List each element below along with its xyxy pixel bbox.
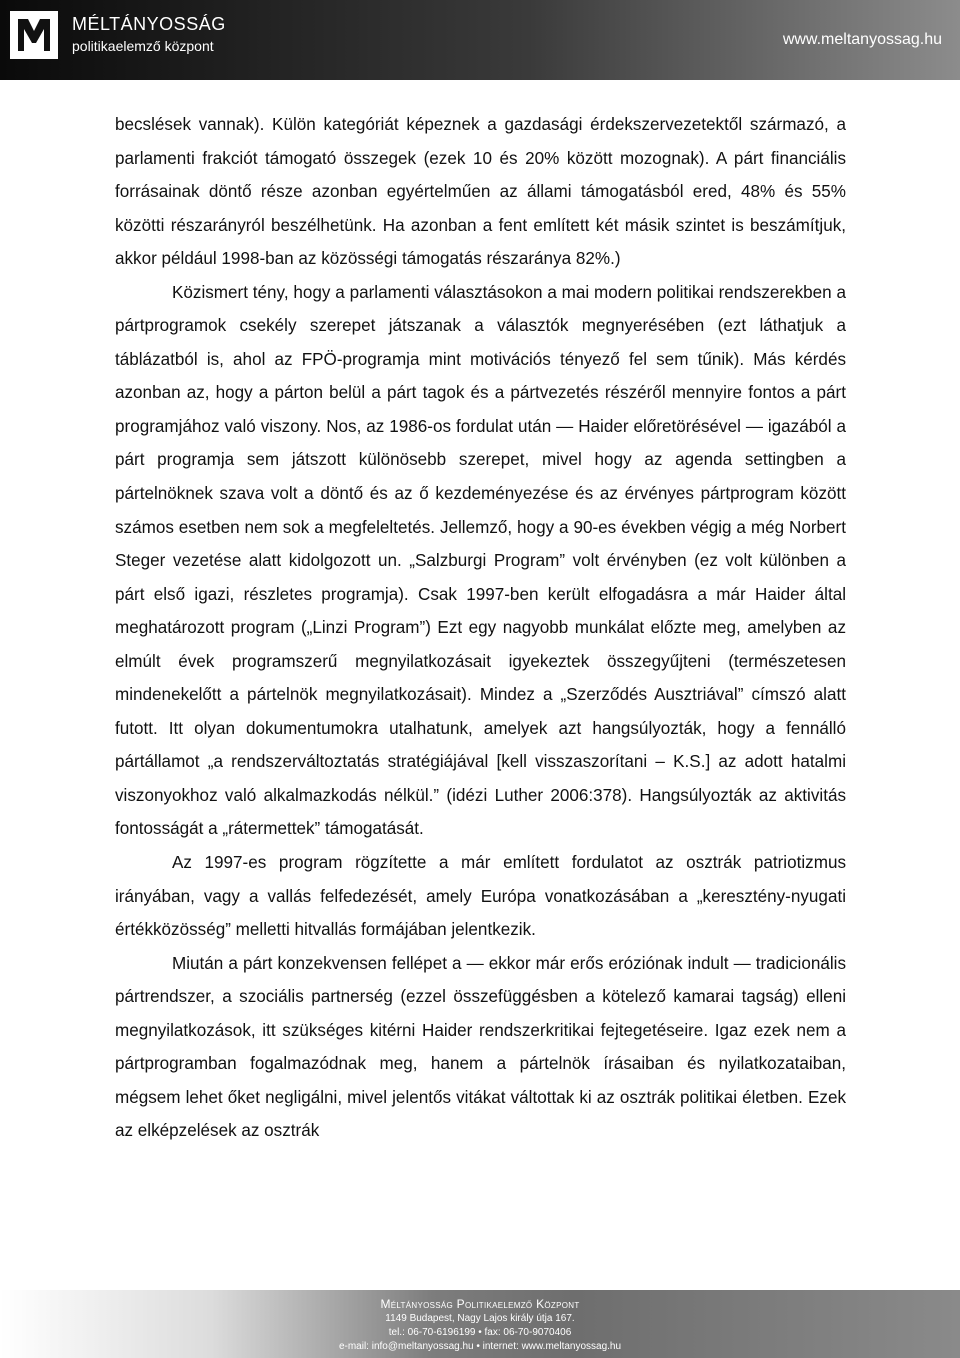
meltanyossag-logo-icon	[10, 11, 58, 59]
footer-address: 1149 Budapest, Nagy Lajos király útja 167.	[385, 1313, 575, 1324]
org-name: MÉLTÁNYOSSÁG	[72, 14, 226, 34]
footer-org-title: Méltányosság Politikaelemző Központ	[380, 1297, 580, 1311]
footer-email-web[interactable]: e-mail: info@meltanyossag.hu • internet: www.meltanyossag.hu	[338, 1341, 622, 1352]
footer-contact	[300, 1296, 660, 1354]
org-subtitle: politikaelemző központ	[72, 38, 214, 54]
page-header	[0, 0, 960, 80]
paragraph-4: Miután a párt konzekvensen fellépet a ― ekkor már erős eróziónak indult ― tradicionális pártrendszer, a szociális partnerség (ezzel összefüggésben a kötelező kamarai tagság) elleni megnyilatkozások, itt szükséges kitérni Haider rendszerkritikai fejtegetéseire. Igaz ezek nem a pártprogramban fogalmazódnak meg, hanem a pártelnök írásaiban és nyilatkozataiban, mégsem lehet őket negligálni, mivel jelentős vitákat váltottak ki az osztrák politikai életben. Ezek az elképzelések az osztrák	[115, 953, 846, 1141]
document-body	[115, 108, 846, 1148]
footer-phone-fax: tel.: 06-70-6196199 • fax: 06-70-9070406	[388, 1327, 572, 1338]
paragraph-3: Az 1997-es program rögzítette a már említett fordulatot az osztrák patriotizmus irányában, vagy a vallás felfedezését, amely Európa vonatkozásában a „keresztény-nyugati értékközösség” melletti hitvallás formájában jelentkezik.	[115, 853, 846, 940]
paragraph-1: becslések vannak). Külön kategóriát képeznek a gazdasági érdekszervezetektől származó, a parlamenti frakciót támogató összegek (ezek 10 és 20% között mozognak). A párt financiális forrásainak döntő része azonban egyértelműen az állami támogatásból ered, 48% és 55% közötti részarányról beszélhetünk. Ha azonban a fent említett két másik szintet is beszámítjuk, akkor például 1998-ban az közösségi támogatás részaránya 82%.)	[115, 115, 846, 269]
page-footer	[0, 1290, 960, 1358]
website-link[interactable]: www.meltanyossag.hu	[782, 31, 942, 48]
paragraph-2: Közismert tény, hogy a parlamenti választásokon a mai modern politikai rendszerekben a pártprogramok csekély szerepet játszanak a választók megnyerésében (ezt láthatjuk a táblázatból is, ahol az FPÖ-programja mint motivációs tényező fel sem tűnik). Más kérdés azonban az, hogy a párton belül a párt tagok és a pártvezetés részéről mennyire fontos a párt programjához való viszony. Nos, az 1986-os fordulat után ― Haider előretörésével ― igazából a párt programja sem játszott különösebb szerepet, mivel hogy az agenda settingben a pártelnöknek szava volt a döntő és az ő kezdeményezése és az érvényes pártprogram között számos esetben nem sok a megfeleltetés. Jellemző, hogy a 90-es években végig a még Norbert Steger vezetése alatt kidolgozott un. „Salzburgi Program” volt érvényben (ez volt különben a párt első igazi, részletes programja). Csak 1997-ben került elfogadásra a már Haider által meghatározott program („Linzi Program”) Ezt egy nagyobb munkálat előzte meg, amelyben az elmúlt évek programszerű megnyilatkozásait igyekeztek összegyűjteni (természetesen mindenekelőtt a pártelnök megnyilatkozásait). Mindez a „Szerződés Ausztriával” címszó alatt futott. Itt olyan dokumentumokra utalhatunk, amelyek azt hangsúlyozták, hogy a fennálló pártállamot „a rendszerváltoztatás stratégiájával [kell visszaszorítani – K.S.] az adott hatalmi viszonyokhoz való alkalmazkodás nélkül.” (idézi Luther 2006:378). Hangsúlyozták az aktivitás fontosságát a „rátermettek” támogatását.	[115, 282, 846, 839]
